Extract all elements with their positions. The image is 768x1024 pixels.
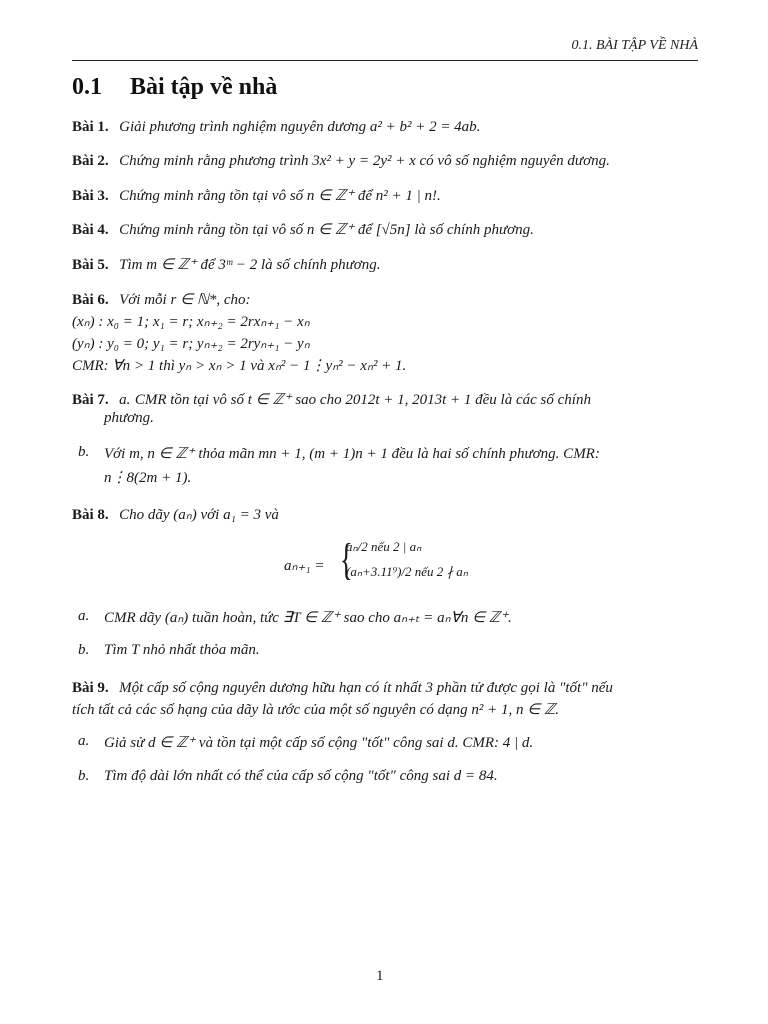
problem-3 [72,185,698,207]
sequence-x-definition: (xₙ) : x₀ = 1; x₁ = r; xₙ₊₂ = 2rxₙ₊₁ − xₙ [72,314,310,330]
page-number: 1 [376,968,384,984]
problem-text: Chứng minh rằng phương trình 3x² + y = 2y² + x có vô số nghiệm nguyên dương. [119,153,610,169]
item-letter: b. [78,444,90,460]
sequence-y-definition: (yₙ) : y₀ = 0; y₁ = r; yₙ₊₂ = 2ryₙ₊₁ − yₙ [72,336,310,352]
formula-case-even: aₙ/2 nếu 2 | aₙ [346,539,422,554]
problem-text: Chứng minh rằng tồn tại vô số n ∈ ℤ⁺ để n² + 1 | n!. [119,188,441,204]
section-number: 0.1 [72,74,102,100]
problem-label: Bài 7. [72,392,109,408]
problem-label: Bài 6. [72,292,109,308]
problem-label: Bài 8. [72,507,109,523]
problem-8 [72,504,698,526]
problem-text: Một cấp số cộng nguyên dương hữu hạn có ít nhất 3 phần tử được gọi là "tốt" nếu [119,680,613,696]
problem-label: Bài 5. [72,257,109,273]
item-letter: b. [78,768,90,784]
running-title: 0.1. BÀI TẬP VỀ NHÀ [571,38,698,53]
formula-lhs: aₙ₊₁ = [284,558,325,574]
problem-1 [72,116,698,138]
item-text: CMR tồn tại vô số t ∈ ℤ⁺ sao cho 2012t + 1, 2013t + 1 đều là các số chính [134,392,591,408]
recurrence-formula [284,536,484,592]
problem-label: Bài 4. [72,222,109,238]
section-title: Bài tập về nhà [130,74,278,100]
problem-label: Bài 3. [72,188,109,204]
item-letter: b. [78,642,90,658]
item-letter: a. [78,733,90,749]
problem-text: Tìm m ∈ ℤ⁺ để 3ᵐ − 2 là số chính phương. [119,257,381,273]
left-brace: { [340,535,353,584]
problem-continuation: tích tất cả các số hạng của dãy là ước của một số nguyên có dạng n² + 1, n ∈ ℤ. [72,702,560,718]
section-heading [72,74,277,101]
problem-label: Bài 1. [72,119,109,135]
problem-label: Bài 9. [72,680,109,696]
problem-text: Giải phương trình nghiệm nguyên dương a² + b² + 2 = 4ab. [119,119,481,135]
problem-6-claim: CMR: ∀n > 1 thì yₙ > xₙ > 1 và xₙ² − 1⋮yₙ² − xₙ² + 1. [72,358,407,374]
problem-4 [72,219,698,241]
problem-text: Chứng minh rằng tồn tại vô số n ∈ ℤ⁺ để [√5n] là số chính phương. [119,222,534,238]
item-text: Tìm độ dài lớn nhất có thể của cấp số cộng "tốt" công sai d = 84. [104,768,498,784]
item-text: Tìm T nhỏ nhất thỏa mãn. [104,642,260,658]
problem-label: Bài 2. [72,153,109,169]
item-text: Giả sử d ∈ ℤ⁺ và tồn tại một cấp số cộng "tốt" công sai d. CMR: 4 | d. [104,735,534,751]
running-header [72,36,698,61]
problem-text: Với mỗi r ∈ ℕ*, cho: [119,292,251,308]
problem-9 [72,677,698,699]
formula-case-odd: (aₙ+3.11⁹)/2 nếu 2 ∤ aₙ [346,564,468,579]
problem-2 [72,150,698,172]
problem-5 [72,254,698,276]
problem-6 [72,289,698,311]
item-continuation: phương. [104,410,154,426]
item-letter: a. [78,608,90,624]
problem-text: Cho dãy (aₙ) với a₁ = 3 và [119,507,279,523]
item-letter: a. [119,392,131,408]
item-continuation: n⋮8(2m + 1). [104,470,192,486]
item-text: Với m, n ∈ ℤ⁺ thỏa mãn mn + 1, (m + 1)n + 1 đều là hai số chính phương. CMR: [104,446,600,462]
item-text: CMR dãy (aₙ) tuần hoàn, tức ∃T ∈ ℤ⁺ sao cho aₙ₊ₜ = aₙ∀n ∈ ℤ⁺. [104,610,512,626]
problem-7 [72,389,698,411]
